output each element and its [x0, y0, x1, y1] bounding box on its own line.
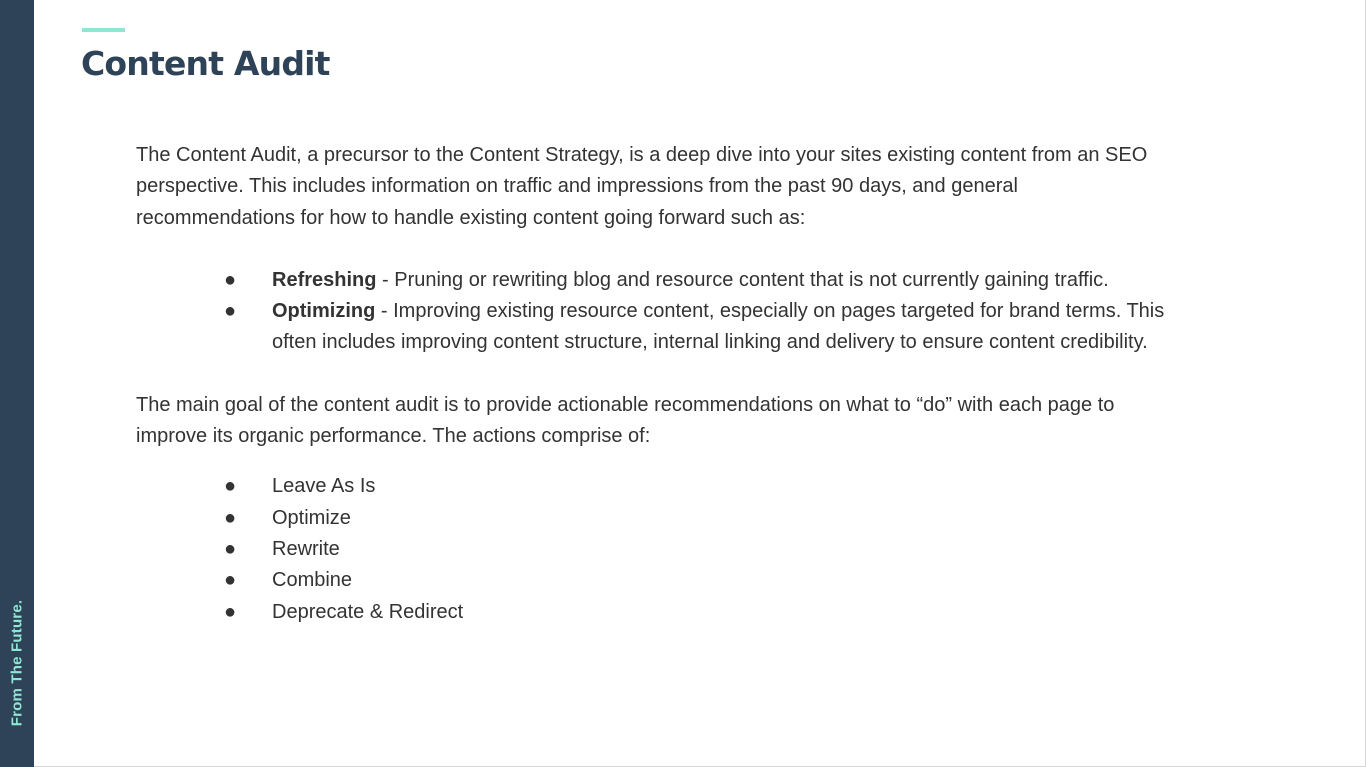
recommendation-term: Refreshing — [272, 268, 377, 291]
actions-list — [136, 471, 1176, 627]
bullet-icon: ● — [224, 506, 237, 529]
bullet-icon: ● — [224, 537, 237, 560]
sidebar — [0, 0, 34, 767]
action-label: Rewrite — [272, 537, 340, 560]
action-label: Deprecate & Redirect — [272, 600, 464, 623]
slide-page — [34, 0, 1366, 767]
recommendation-text — [272, 296, 1172, 359]
list-item — [136, 503, 1176, 534]
list-item — [136, 597, 1176, 628]
recommendation-description: - Pruning or rewriting blog and resource content that is not currently gaining traffic. — [376, 268, 1109, 291]
action-label: Leave As Is — [272, 475, 376, 498]
list-item — [136, 296, 1176, 359]
intro-paragraph: The Content Audit, a precursor to the Content Strategy, is a deep dive into your sites existing content from an SEO perspective. This includes information on traffic and impressions from the past 90 days, and general recommendations for how to handle existing content going forward such as: — [136, 144, 1148, 229]
bullet-icon: ● — [224, 475, 237, 498]
list-item — [136, 534, 1176, 565]
action-label: Combine — [272, 569, 353, 592]
recommendation-term: Optimizing — [272, 300, 376, 323]
bullet-icon: ● — [224, 600, 237, 623]
bullet-icon: ● — [224, 300, 237, 323]
recommendation-text — [272, 265, 1172, 296]
title-accent-bar — [82, 28, 125, 32]
list-item — [136, 471, 1176, 502]
goal-paragraph: The main goal of the content audit is to provide actionable recommendations on what to “do” with each page to improve its organic performance. The actions comprise of: — [136, 393, 1115, 448]
recommendations-list — [136, 265, 1176, 359]
slide-body — [136, 140, 1176, 628]
brand-logo-text: From The Future. — [8, 599, 26, 727]
bullet-icon: ● — [224, 268, 237, 291]
page-title: Content Audit — [81, 44, 330, 83]
action-label: Optimize — [272, 506, 351, 529]
list-item — [136, 565, 1176, 596]
recommendation-description: - Improving existing resource content, especially on pages targeted for brand terms. This often includes improving content structure, internal linking and delivery to ensure content credibility. — [272, 300, 1165, 354]
list-item — [136, 265, 1176, 296]
bullet-icon: ● — [224, 569, 237, 592]
